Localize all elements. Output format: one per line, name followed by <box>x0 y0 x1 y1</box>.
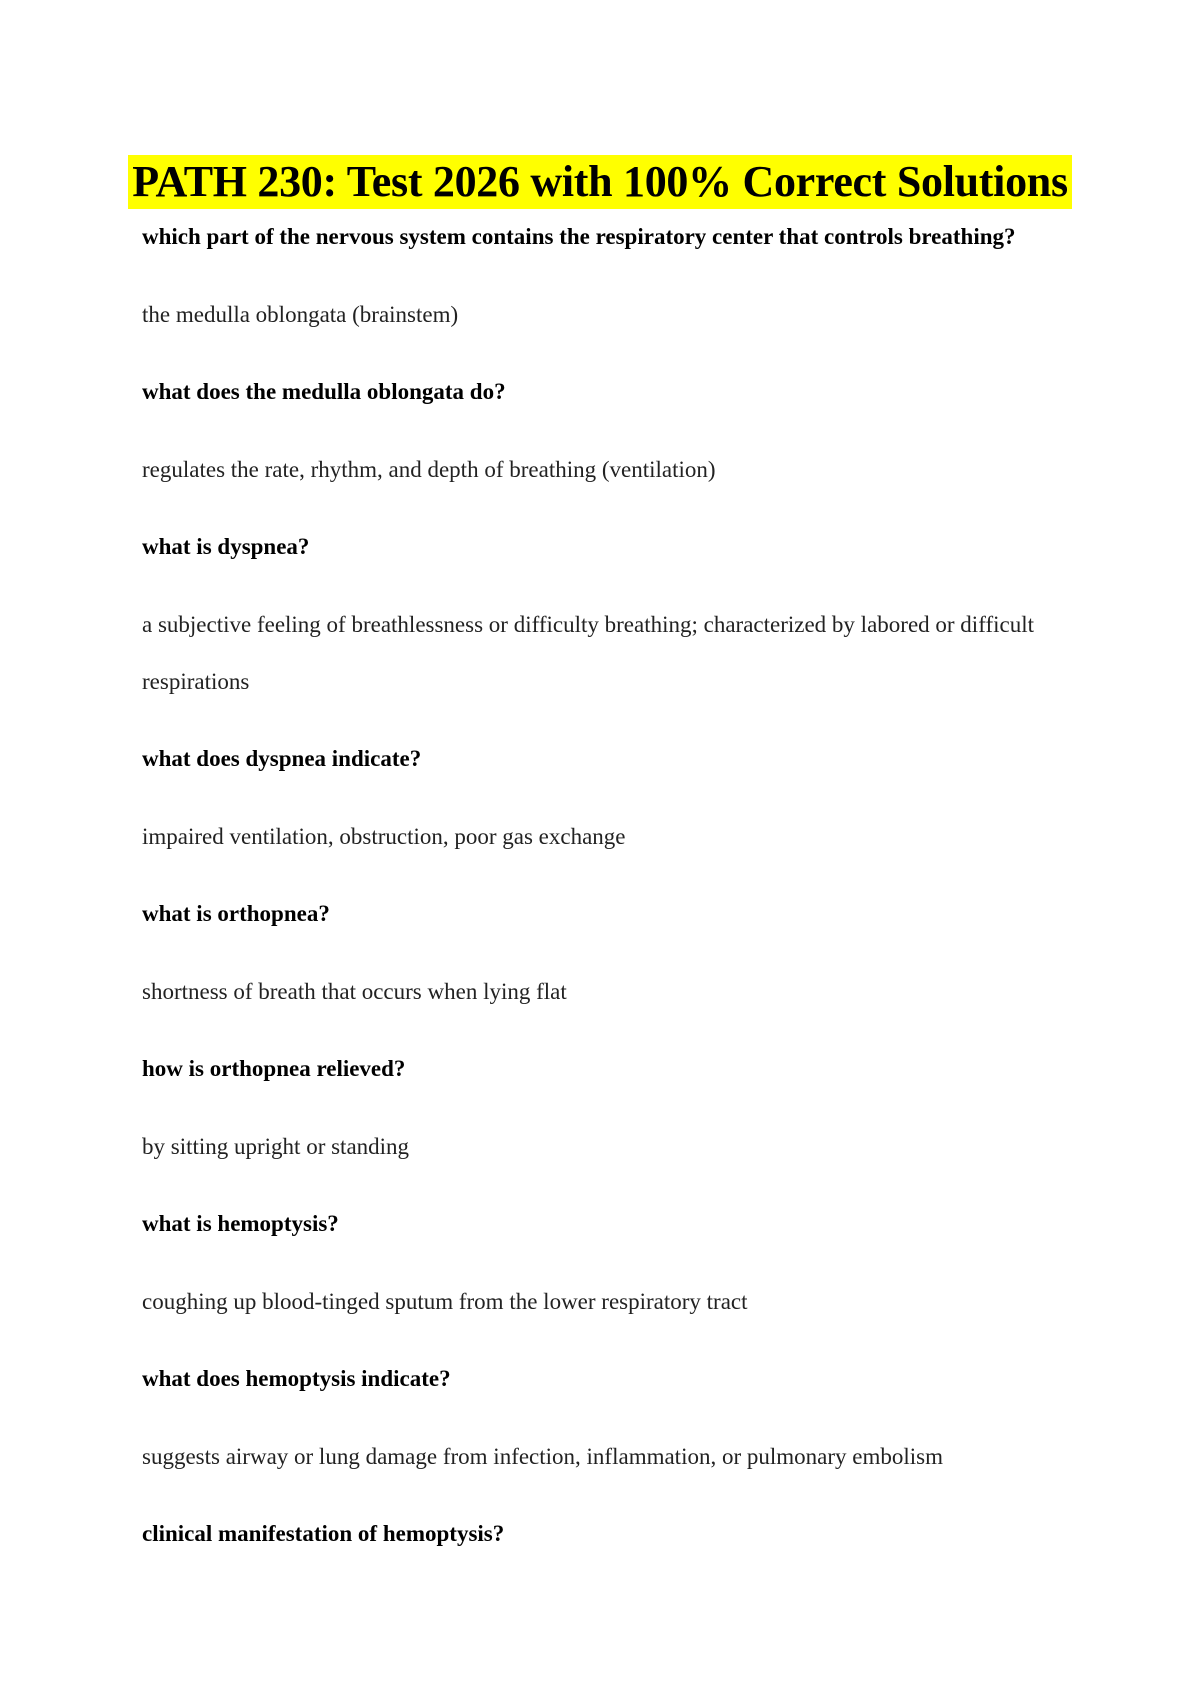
question-text: what does the medulla oblongata do? <box>142 379 506 404</box>
question-text: how is orthopnea relieved? <box>142 1056 406 1081</box>
document-title: PATH 230: Test 2026 with 100% Correct Solutions <box>128 155 1072 209</box>
qa-item <box>142 222 1072 343</box>
question-text: what is dyspnea? <box>142 534 310 559</box>
qa-item <box>142 1209 1072 1330</box>
qa-item <box>142 744 1072 865</box>
qa-item <box>142 899 1072 1020</box>
question-text: what is orthopnea? <box>142 901 330 926</box>
question-text: what does hemoptysis indicate? <box>142 1366 451 1391</box>
answer-text: impaired ventilation, obstruction, poor gas exchange <box>142 824 626 849</box>
qa-item <box>142 1364 1072 1485</box>
question-text: which part of the nervous system contains the respiratory center that controls breathing? <box>142 224 1016 249</box>
qa-list <box>142 222 1072 1596</box>
qa-item <box>142 532 1072 710</box>
question-text: what does dyspnea indicate? <box>142 746 422 771</box>
qa-item <box>142 1054 1072 1175</box>
qa-item <box>142 1519 1072 1549</box>
question-text: clinical manifestation of hemoptysis? <box>142 1521 505 1546</box>
answer-text: regulates the rate, rhythm, and depth of breathing (ventilation) <box>142 457 716 482</box>
question-text: what is hemoptysis? <box>142 1211 339 1236</box>
answer-text: shortness of breath that occurs when lying flat <box>142 979 567 1004</box>
answer-text: the medulla oblongata (brainstem) <box>142 302 459 327</box>
answer-text: suggests airway or lung damage from infection, inflammation, or pulmonary embolism <box>142 1444 943 1469</box>
answer-text: coughing up blood-tinged sputum from the lower respiratory tract <box>142 1289 748 1314</box>
title-block <box>0 155 1200 209</box>
answer-text: by sitting upright or standing <box>142 1134 410 1159</box>
answer-text: a subjective feeling of breathlessness or difficulty breathing; characterized by labored or difficult respirations <box>142 612 1034 694</box>
qa-item <box>142 377 1072 498</box>
